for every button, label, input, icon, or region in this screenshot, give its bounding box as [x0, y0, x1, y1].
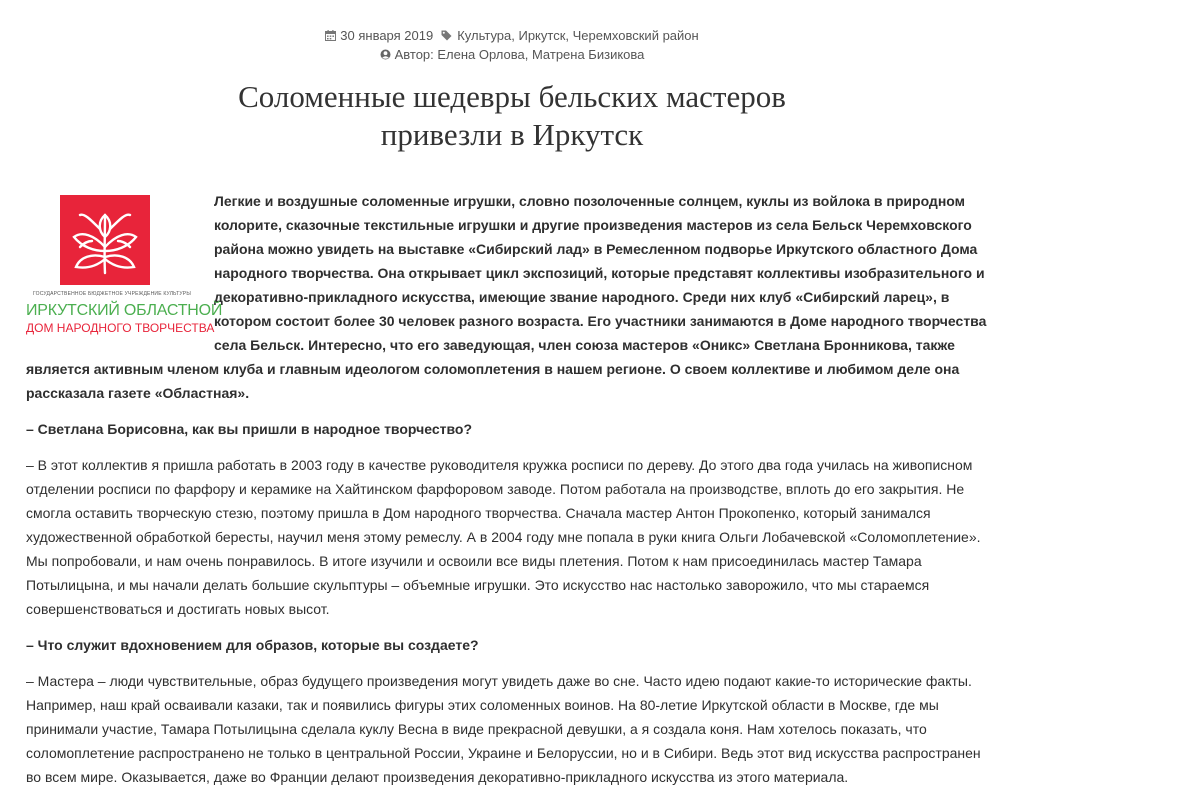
- article-title-line-1: Соломенные шедевры бельских мастеров: [238, 79, 786, 114]
- article-author-row: [0, 46, 1024, 65]
- logo-flower-emblem: [60, 195, 150, 285]
- user-circle-icon: [380, 47, 391, 65]
- calendar-icon: [325, 28, 336, 46]
- publish-date: 30 января 2019: [340, 28, 434, 43]
- interview-question-2: – Что служит вдохновением для образов, которые вы создаете?: [26, 637, 479, 653]
- article-title: [0, 78, 1024, 154]
- tag-icon: [441, 28, 453, 46]
- article-lead: Легкие и воздушные соломенные игрушки, словно позолоченные солнцем, куклы из войлока в природном колорите, сказочные текстильные игрушки и другие произведения мастеров из села Бельск Черемховского района можно увидеть на выставке «Сибирский лад» в Ремесленном подворье Иркутского областного Дома народного творчества. Она открывает цикл экспозиций, которые представят коллективы изобразительного и декоративно-прикладного искусства, имеющие звание народного. Среди них клуб «Сибирский ларец», в котором состоит более 30 человек разного возраста. Его участники занимаются в Доме народного творчества села Бельск. Интересно, что его заведующая, член союза мастеров «Оникс» Светлана Бронникова, также является активным членом клуба и главным идеологом соломоплетения в нашем регионе. О своем коллективе и любимом деле она рассказала газете «Областная».: [26, 193, 987, 401]
- article-author: Автор: Елена Орлова, Матрена Бизикова: [394, 47, 645, 62]
- logo-caption-line-1: ИРКУТСКИЙ ОБЛАСТНОЙ: [26, 302, 223, 319]
- interview-answer-1: – В этот коллектив я пришла работать в 2003 году в качестве руководителя кружка росписи по дереву. До этого два года училась на живописном отделении росписи по фарфору и керамике на Хайтинском фарфоровом заводе. Потом работала на производстве, вплоть до его закрытия. Не смогла оставить творческую стезю, поэтому пришла в Дом народного творчества. Сначала мастер Антон Прокопенко, который занимался художественной обработкой бересты, научил меня этому ремеслу. А в 2004 году мне попала в руки книга Ольги Лобачевской «Соломоплетение». Мы попробовали, и нам очень понравилось. В итоге изучили и освоили все виды плетения. Потом к нам присоединилась мастер Тамара Потылицына, и мы начали делать большие скульптуры – объемные игрушки. Это искусство нас настолько заворожило, что мы стараемся совершенствоваться и достигать новых высот.: [26, 457, 981, 617]
- organization-logo: [26, 191, 223, 341]
- logo-caption-line-2: ДОМ НАРОДНОГО ТВОРЧЕСТВА: [26, 321, 215, 335]
- article-meta-row: [0, 27, 1024, 46]
- interview-answer-2: – Мастера – люди чувствительные, образ будущего произведения могут увидеть даже во сне. Часто идею подают какие-то исторические факты. Например, наш край осваивали казаки, так и появились фигуры этих соломенных воинов. На 80-летие Иркутской области в Москве, где мы принимали участие, Тамара Потылицына сделала куклу Весна в виде прекрасной девушки, а я создала коня. Нам хотелось показать, что соломоплетение распространено не только в центральной России, Украине и Белоруссии, но и в Сибири. Ведь этот вид искусства распространен во всем мире. Оказывается, даже во Франции делают произведения декоративно-прикладного искусства из этого материала.: [26, 673, 981, 785]
- logo-caption-small: ГОСУДАРСТВЕННОЕ БЮДЖЕТНОЕ УЧРЕЖДЕНИЕ КУЛЬТУРЫ: [33, 291, 191, 297]
- article-tags-link[interactable]: Культура, Иркутск, Черемховский район: [457, 28, 699, 43]
- interview-question-1: – Светлана Борисовна, как вы пришли в народное творчество?: [26, 421, 473, 437]
- article-body: [26, 189, 998, 801]
- article-title-line-2: привезли в Иркутск: [380, 117, 644, 152]
